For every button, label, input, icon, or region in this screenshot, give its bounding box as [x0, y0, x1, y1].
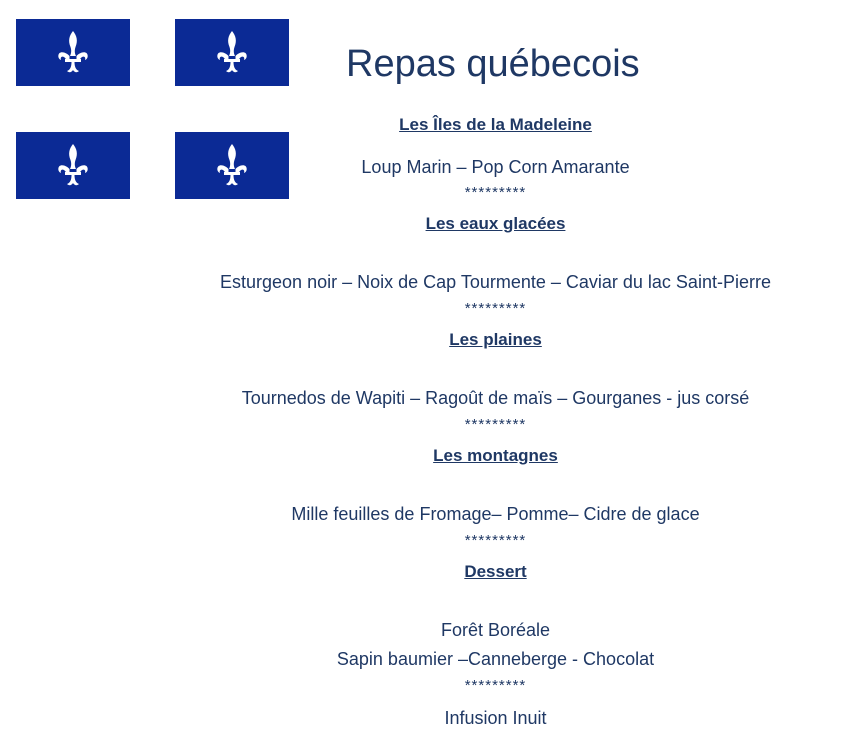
separator: ********* — [464, 416, 527, 433]
fleur-de-lis-icon — [214, 29, 250, 77]
course-heading-plaines: Les plaines — [449, 330, 542, 349]
fleur-de-lis-icon — [55, 29, 91, 77]
course-heading-dessert: Dessert — [464, 562, 527, 581]
separator: ********* — [464, 677, 527, 694]
course-dish-eaux: Esturgeon noir – Noix de Cap Tourmente – Caviar du lac Saint-Pierre — [220, 272, 771, 292]
course-heading-montagnes: Les montagnes — [433, 446, 558, 465]
course-heading-eaux: Les eaux glacées — [425, 214, 566, 233]
quebec-flag-top-left — [16, 19, 130, 86]
course-heading-iles: Les Îles de la Madeleine — [399, 115, 592, 134]
course-dish-infusion: Infusion Inuit — [444, 708, 547, 728]
course-dish-plaines: Tournedos de Wapiti – Ragoût de maïs – Gourganes - jus corsé — [241, 388, 750, 408]
separator: ********* — [464, 300, 527, 317]
course-dish-dessert-name: Forêt Boréale — [440, 620, 551, 640]
separator: ********* — [464, 184, 527, 201]
course-dish-dessert-detail: Sapin baumier –Canneberge - Chocolat — [336, 649, 655, 669]
course-dish-iles: Loup Marin – Pop Corn Amarante — [361, 157, 630, 177]
course-dish-montagnes: Mille feuilles de Fromage– Pomme– Cidre de glace — [291, 504, 700, 524]
quebec-flag-top-right — [175, 19, 289, 86]
separator: ********* — [464, 532, 527, 549]
menu-title: Repas québecois — [346, 43, 640, 85]
